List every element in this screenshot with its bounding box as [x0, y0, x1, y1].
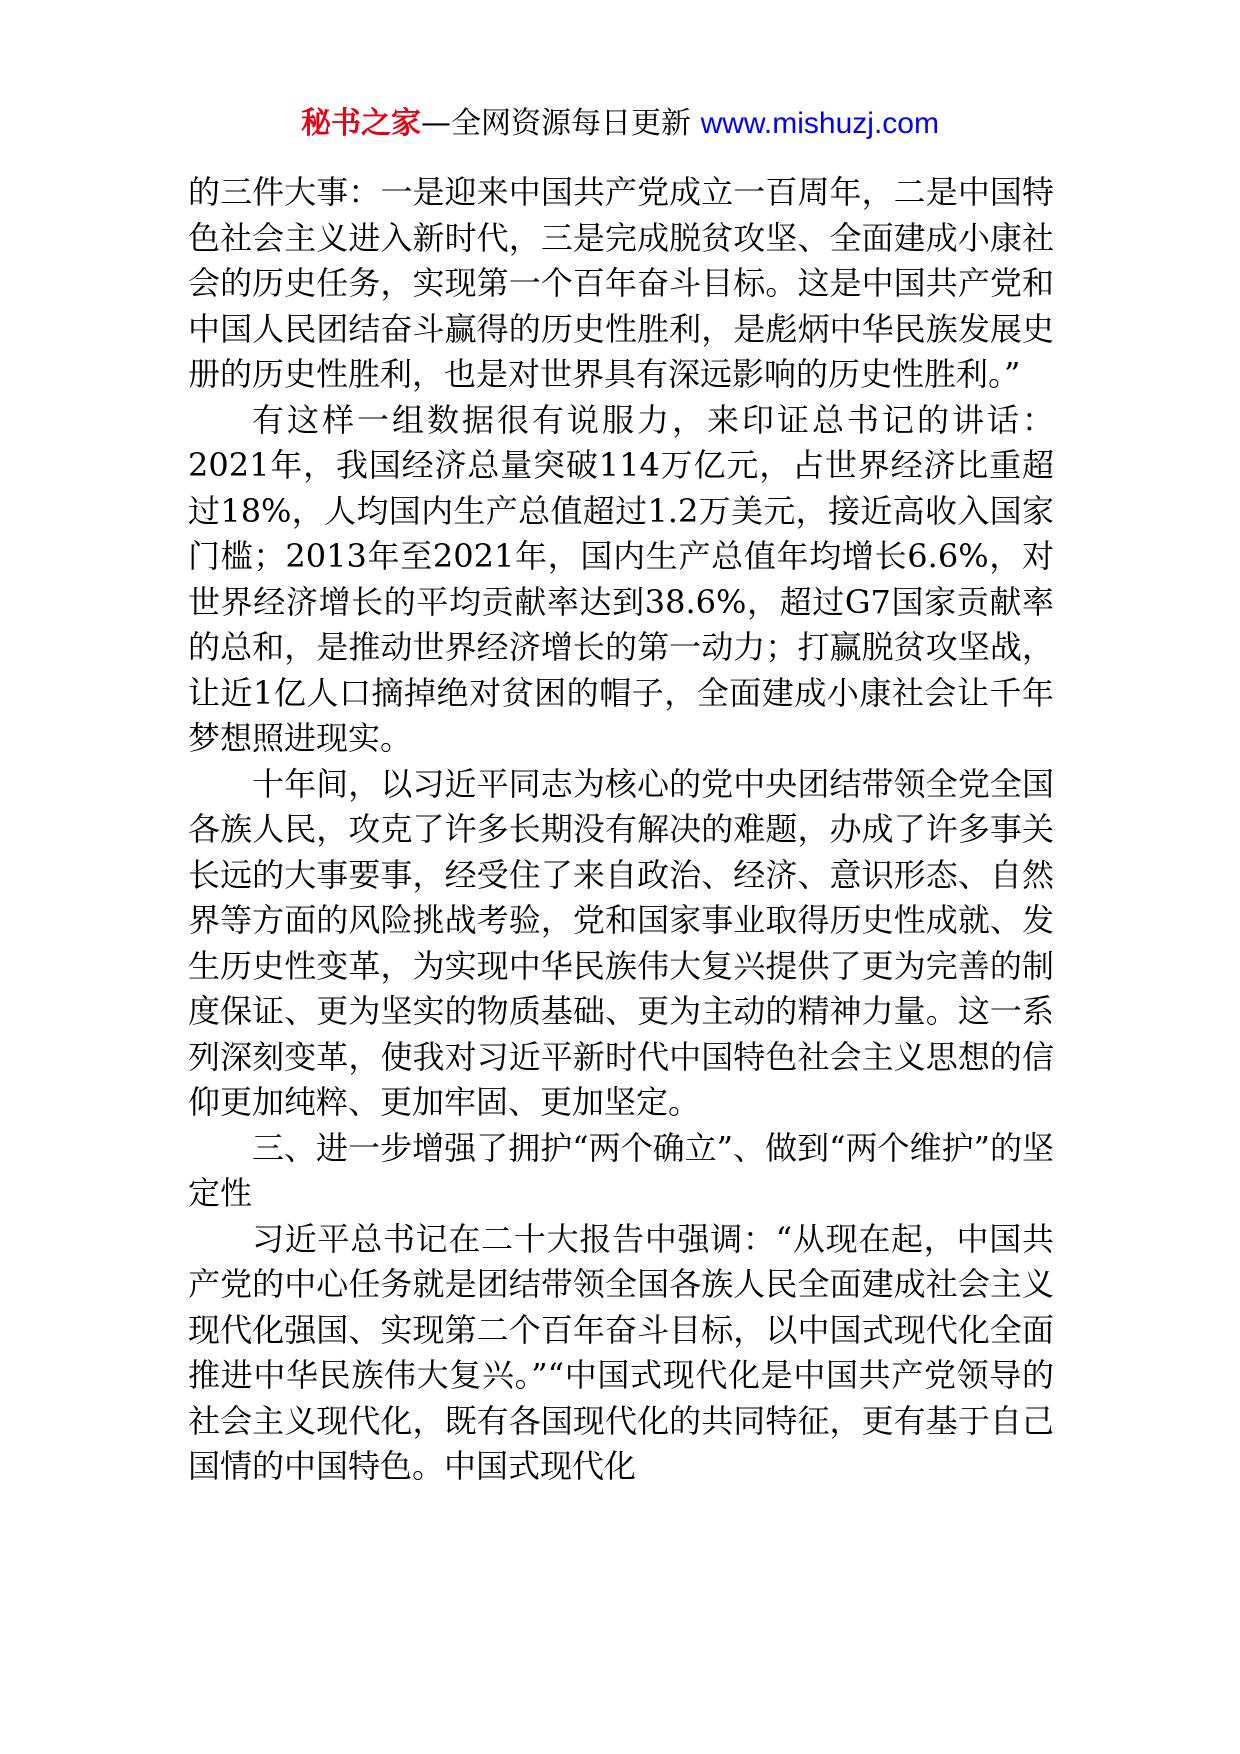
paragraph-continuation: 的三件大事：一是迎来中国共产党成立一百周年，二是中国特色社会主义进入新时代，三是完成脱贫攻坚、全面建成小康社会的历史任务，实现第一个百年奋斗目标。这是中国共产党和中国人民团结奋斗赢得的历史性胜利，是彪炳中华民族发展史册的历史性胜利，也是对世界具有深远影响的历史性胜利。”	[188, 173, 1054, 393]
document-body	[188, 170, 1054, 1490]
paragraph-data-evidence: 有这样一组数据很有说服力，来印证总书记的讲话：2021年，我国经济总量突破114万亿元，占世界经济比重超过18%，人均国内生产总值超过1.2万美元，接近高收入国家门槛；2013年至2021年，国内生产总值年均增长6.6%，对世界经济增长的平均贡献率达到38.6%，超过G7国家贡献率的总和，是推动世界经济增长的第一动力；打赢脱贫攻坚战，让近1亿人口摘掉绝对贫困的帽子，全面建成小康社会让千年梦想照进现实。	[188, 400, 1054, 757]
header-tagline: —全网资源每日更新	[421, 106, 692, 141]
header-brand: 秘书之家	[301, 106, 422, 141]
section-heading-three: 三、进一步增强了拥护“两个确立”、做到“两个维护”的坚定性	[188, 1128, 1054, 1212]
paragraph-decade-review: 十年间，以习近平同志为核心的党中央团结带领全党全国各族人民，攻克了许多长期没有解决的难题，办成了许多事关长远的大事要事，经受住了来自政治、经济、意识形态、自然界等方面的风险挑战考验，党和国家事业取得历史性成就、发生历史性变革，为实现中华民族伟大复兴提供了更为完善的制度保证、更为坚实的物质基础、更为主动的精神力量。这一系列深刻变革，使我对习近平新时代中国特色社会主义思想的信仰更加纯粹、更加牢固、更加坚定。	[188, 764, 1054, 1121]
paragraph-report-quote: 习近平总书记在二十大报告中强调：“从现在起，中国共产党的中心任务就是团结带领全国各族人民全面建成社会主义现代化强国、实现第二个百年奋斗目标，以中国式现代化全面推进中华民族伟大复兴。”“中国式现代化是中国共产党领导的社会主义现代化，既有各国现代化的共同特征，更有基于自己国情的中国特色。中国式现代化	[188, 1219, 1054, 1485]
header-url-link[interactable]: www.mishuzj.com	[700, 107, 939, 140]
page-header	[0, 100, 1240, 148]
